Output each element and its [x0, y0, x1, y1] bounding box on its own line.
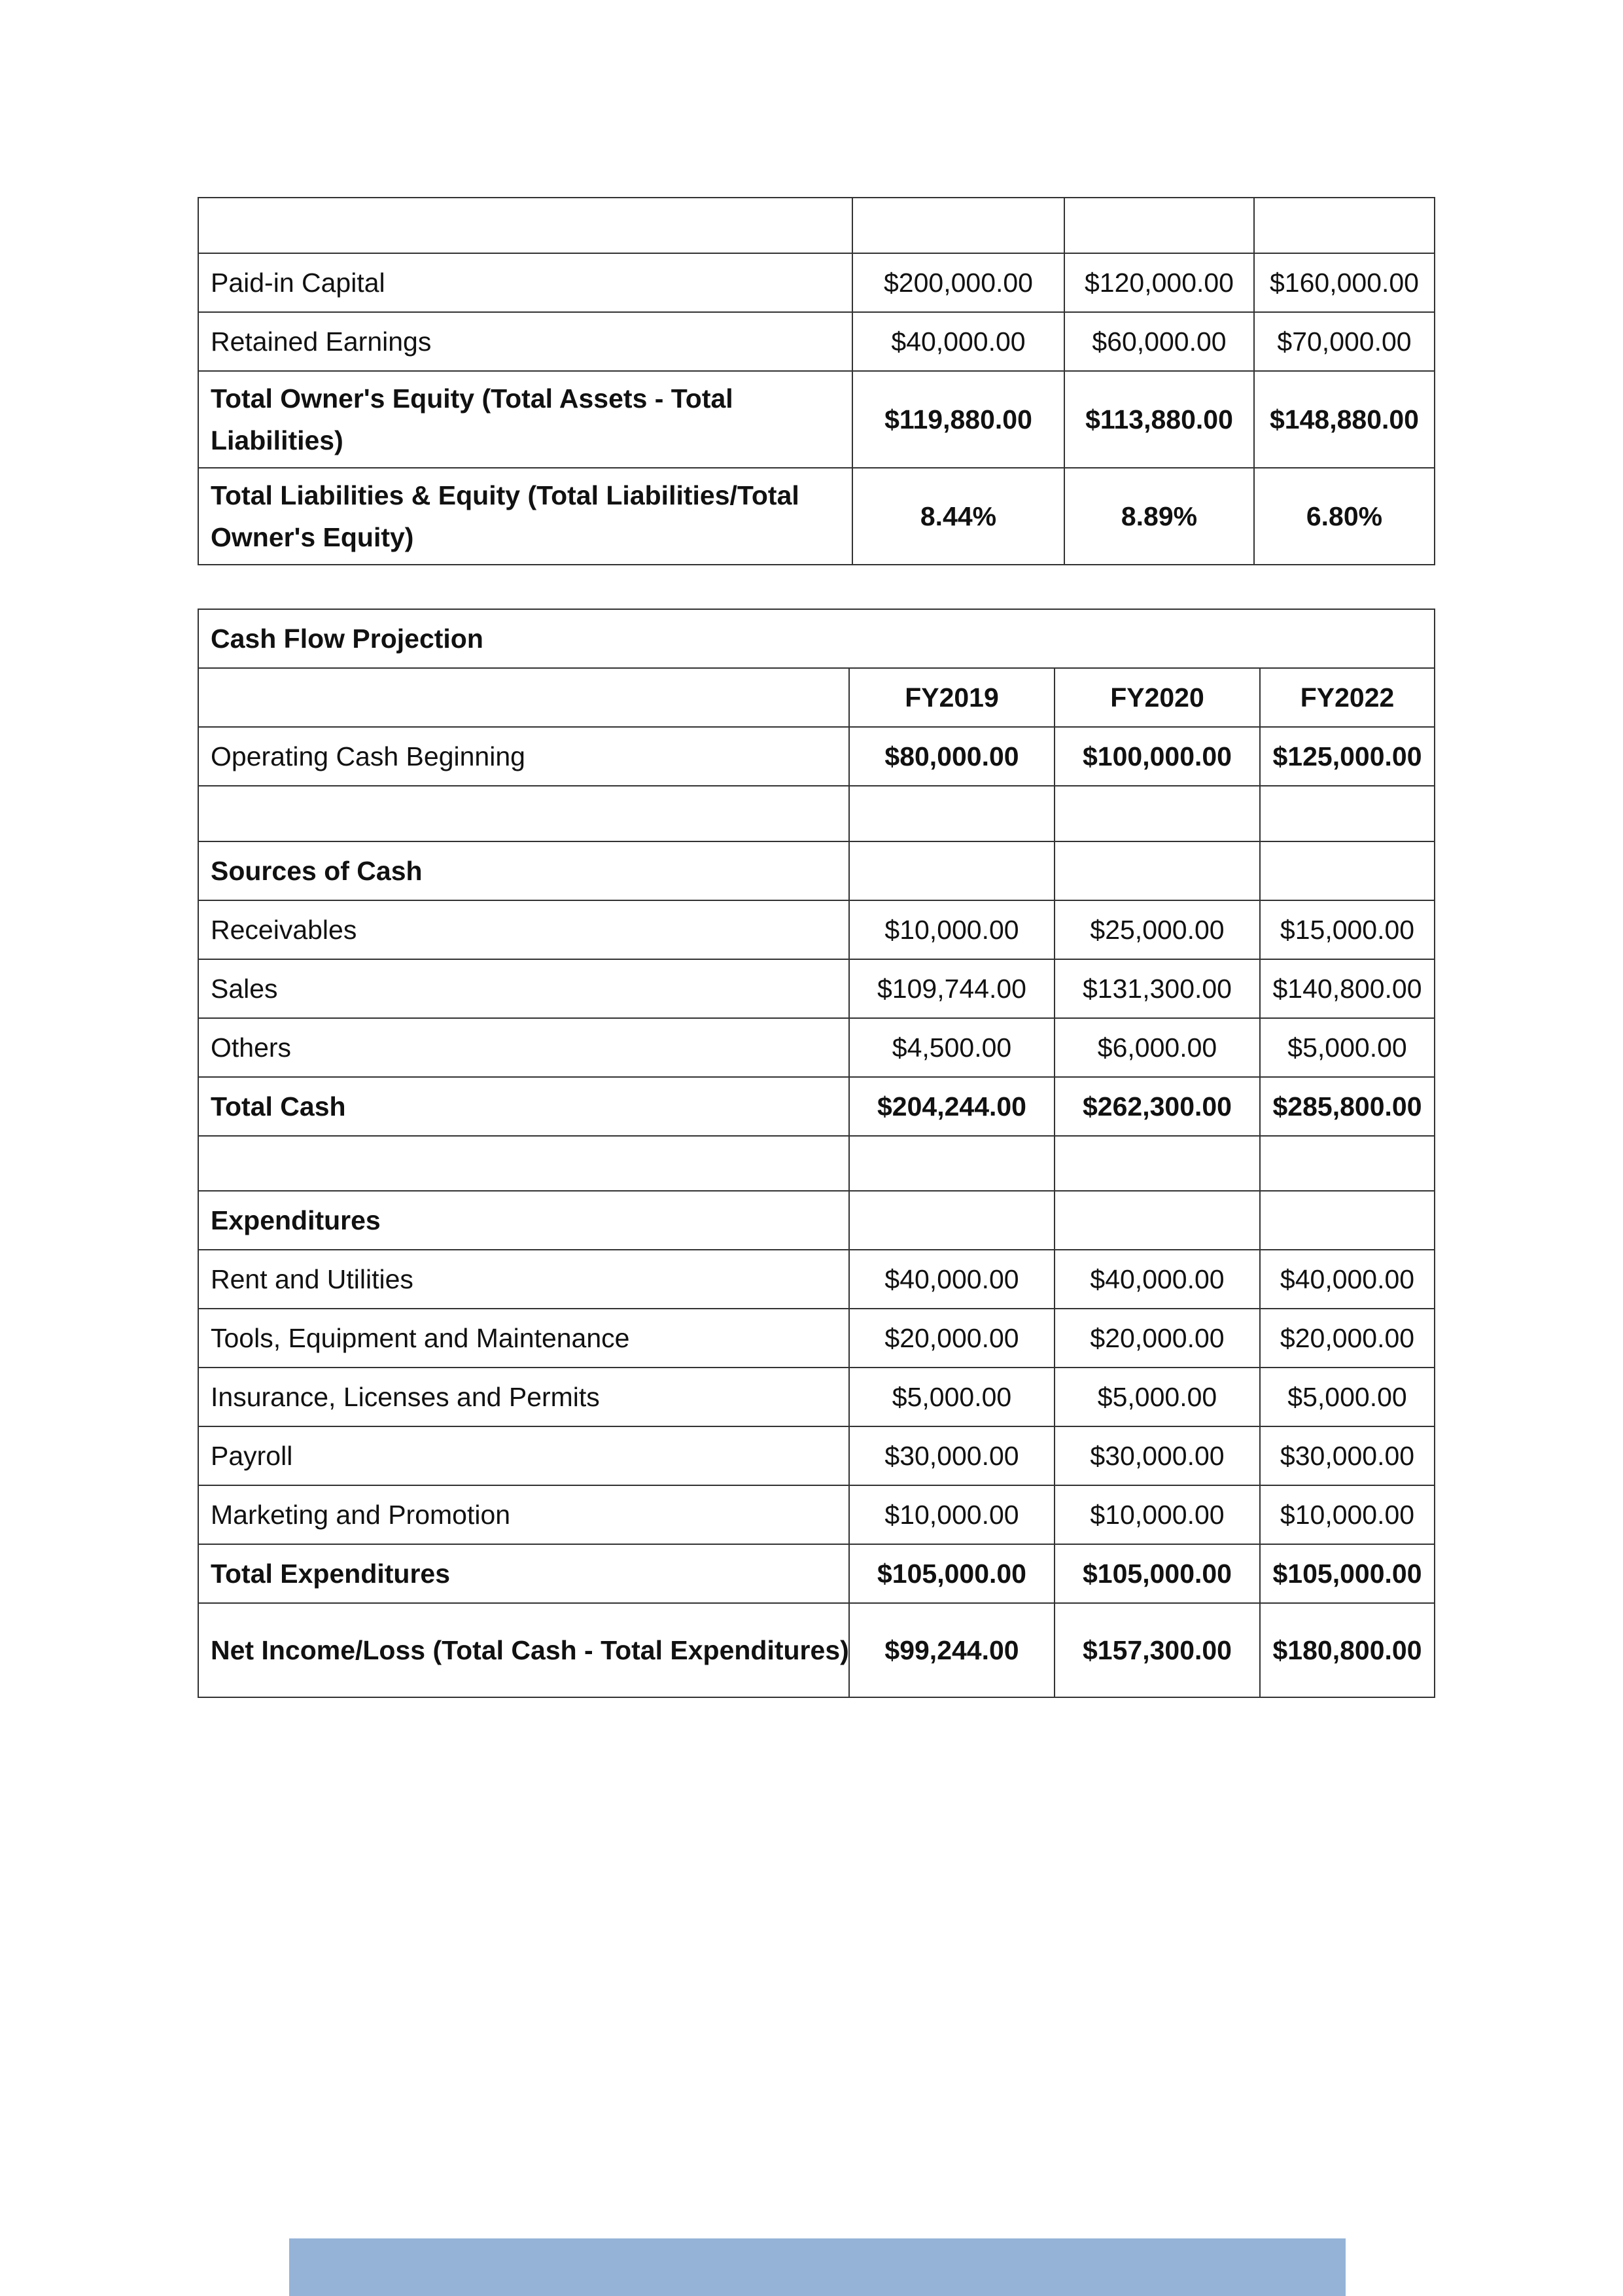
value-cell: $20,000.00: [1260, 1309, 1435, 1368]
value-cell: $80,000.00: [849, 727, 1055, 786]
table-row: [198, 1603, 1435, 1697]
value-cell: $5,000.00: [1260, 1368, 1435, 1426]
value-cell: $5,000.00: [1055, 1368, 1260, 1426]
header-empty-cell: [198, 668, 849, 727]
table-row: [198, 198, 1435, 253]
value-cell: $100,000.00: [1055, 727, 1260, 786]
row-label: Total Expenditures: [198, 1544, 849, 1603]
value-cell: $148,880.00: [1254, 371, 1435, 468]
row-label: Marketing and Promotion: [198, 1485, 849, 1544]
value-cell: [1055, 1136, 1260, 1191]
value-cell: [1260, 1191, 1435, 1250]
row-label: Total Cash: [198, 1077, 849, 1136]
table-row: [198, 371, 1435, 468]
footer-bar: [289, 2238, 1346, 2296]
value-cell: [849, 1136, 1055, 1191]
column-header: FY2019: [849, 668, 1055, 727]
value-cell: $40,000.00: [1260, 1250, 1435, 1309]
table-row: [198, 1309, 1435, 1368]
table-row: [198, 1368, 1435, 1426]
row-label: Others: [198, 1018, 849, 1077]
table-row: [198, 253, 1435, 312]
table-row: [198, 468, 1435, 565]
value-cell: $99,244.00: [849, 1603, 1055, 1697]
value-cell: $10,000.00: [849, 1485, 1055, 1544]
table-header-row: [198, 668, 1435, 727]
value-cell: $10,000.00: [1260, 1485, 1435, 1544]
value-cell: $5,000.00: [849, 1368, 1055, 1426]
section-heading: Expenditures: [198, 1191, 849, 1250]
table-row: [198, 312, 1435, 371]
row-label: Tools, Equipment and Maintenance: [198, 1309, 849, 1368]
row-label: Paid-in Capital: [198, 253, 852, 312]
table-row: [198, 841, 1435, 900]
table-row: [198, 1018, 1435, 1077]
value-cell: $160,000.00: [1254, 253, 1435, 312]
value-cell: [1064, 198, 1254, 253]
row-label: Payroll: [198, 1426, 849, 1485]
value-cell: [1055, 786, 1260, 841]
value-cell: $10,000.00: [1055, 1485, 1260, 1544]
table-row: [198, 1485, 1435, 1544]
row-label: Retained Earnings: [198, 312, 852, 371]
value-cell: $6,000.00: [1055, 1018, 1260, 1077]
row-label: Insurance, Licenses and Permits: [198, 1368, 849, 1426]
value-cell: [849, 841, 1055, 900]
value-cell: $180,800.00: [1260, 1603, 1435, 1697]
table-row: [198, 1077, 1435, 1136]
value-cell: $109,744.00: [849, 959, 1055, 1018]
value-cell: $15,000.00: [1260, 900, 1435, 959]
value-cell: $200,000.00: [852, 253, 1064, 312]
row-label: Total Owner's Equity (Total Assets - Total Liabilities): [198, 371, 852, 468]
table-row: [198, 1426, 1435, 1485]
column-header: FY2020: [1055, 668, 1260, 727]
value-cell: [1260, 1136, 1435, 1191]
row-label: Total Liabilities & Equity (Total Liabilities/Total Owner's Equity): [198, 468, 852, 565]
value-cell: $4,500.00: [849, 1018, 1055, 1077]
value-cell: [1055, 1191, 1260, 1250]
row-label: [198, 198, 852, 253]
value-cell: [1254, 198, 1435, 253]
row-label: Receivables: [198, 900, 849, 959]
value-cell: $125,000.00: [1260, 727, 1435, 786]
value-cell: $105,000.00: [849, 1544, 1055, 1603]
value-cell: $40,000.00: [1055, 1250, 1260, 1309]
value-cell: [1260, 841, 1435, 900]
value-cell: $25,000.00: [1055, 900, 1260, 959]
value-cell: $204,244.00: [849, 1077, 1055, 1136]
value-cell: $30,000.00: [849, 1426, 1055, 1485]
table-row: [198, 727, 1435, 786]
value-cell: $20,000.00: [1055, 1309, 1260, 1368]
table-row: [198, 1191, 1435, 1250]
value-cell: $30,000.00: [1055, 1426, 1260, 1485]
row-label: Rent and Utilities: [198, 1250, 849, 1309]
table-row: [198, 1544, 1435, 1603]
table-row: [198, 1250, 1435, 1309]
value-cell: $60,000.00: [1064, 312, 1254, 371]
value-cell: $40,000.00: [852, 312, 1064, 371]
table-title: Cash Flow Projection: [198, 609, 1435, 668]
value-cell: $131,300.00: [1055, 959, 1260, 1018]
section-heading: Sources of Cash: [198, 841, 849, 900]
value-cell: $105,000.00: [1055, 1544, 1260, 1603]
value-cell: $70,000.00: [1254, 312, 1435, 371]
value-cell: $140,800.00: [1260, 959, 1435, 1018]
value-cell: 8.89%: [1064, 468, 1254, 565]
table-row: [198, 959, 1435, 1018]
value-cell: $157,300.00: [1055, 1603, 1260, 1697]
value-cell: $262,300.00: [1055, 1077, 1260, 1136]
value-cell: $10,000.00: [849, 900, 1055, 959]
row-label: Sales: [198, 959, 849, 1018]
column-header: FY2022: [1260, 668, 1435, 727]
row-label: Net Income/Loss (Total Cash - Total Expenditures): [198, 1603, 849, 1697]
value-cell: [1260, 786, 1435, 841]
value-cell: [1055, 841, 1260, 900]
table-row: [198, 1136, 1435, 1191]
value-cell: 8.44%: [852, 468, 1064, 565]
value-cell: $119,880.00: [852, 371, 1064, 468]
value-cell: 6.80%: [1254, 468, 1435, 565]
table-row: [198, 786, 1435, 841]
value-cell: $20,000.00: [849, 1309, 1055, 1368]
table-title-row: [198, 609, 1435, 668]
value-cell: $285,800.00: [1260, 1077, 1435, 1136]
table-row: [198, 900, 1435, 959]
row-label: [198, 1136, 849, 1191]
value-cell: $40,000.00: [849, 1250, 1055, 1309]
row-label: Operating Cash Beginning: [198, 727, 849, 786]
value-cell: $30,000.00: [1260, 1426, 1435, 1485]
value-cell: $120,000.00: [1064, 253, 1254, 312]
value-cell: $105,000.00: [1260, 1544, 1435, 1603]
value-cell: $113,880.00: [1064, 371, 1254, 468]
balance-sheet-table: [198, 197, 1435, 565]
value-cell: $5,000.00: [1260, 1018, 1435, 1077]
value-cell: [849, 786, 1055, 841]
value-cell: [852, 198, 1064, 253]
value-cell: [849, 1191, 1055, 1250]
row-label: [198, 786, 849, 841]
cash-flow-table: [198, 609, 1435, 1698]
